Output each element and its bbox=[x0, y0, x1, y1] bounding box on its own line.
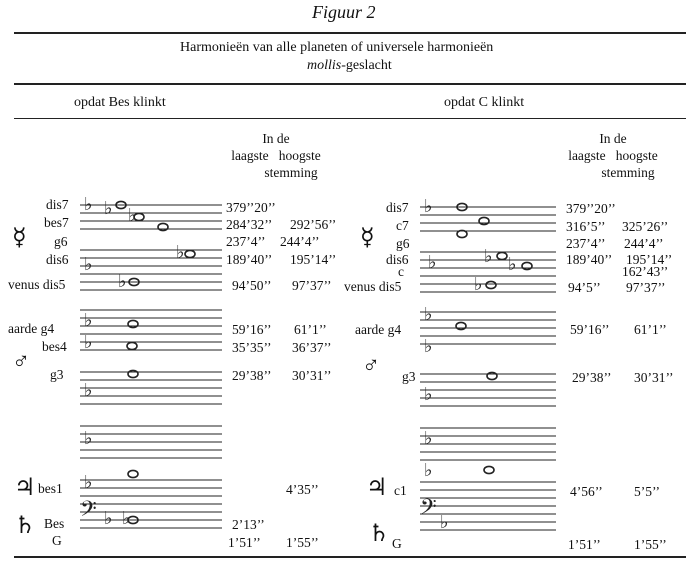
left-label-bes7: bes7 bbox=[44, 215, 69, 230]
right-label-g3: g3 bbox=[402, 369, 416, 384]
left-label-dis7: dis7 bbox=[46, 197, 69, 212]
left-label-g6: g6 bbox=[54, 234, 68, 249]
left-high-bes4: 36’37’’ bbox=[292, 340, 332, 355]
right-low-g: 1’51’’ bbox=[568, 537, 601, 552]
right-label-g: G bbox=[392, 536, 402, 551]
svg-text:♭: ♭ bbox=[508, 254, 517, 275]
left-label-g: G bbox=[52, 533, 62, 548]
left-low-g6: 237’4’’ bbox=[226, 234, 266, 249]
right-label-g6: g6 bbox=[396, 236, 410, 251]
right-high-g: 1’55’’ bbox=[634, 537, 667, 552]
right-low-c1: 4’56’’ bbox=[570, 484, 603, 499]
left-staff-lines bbox=[80, 205, 222, 528]
left-low-dis7: 379’’20’’ bbox=[226, 200, 276, 215]
left-high-g6: 244’4’’ bbox=[280, 234, 320, 249]
left-high-bes1: 4’35’’ bbox=[286, 482, 319, 497]
svg-text:♭: ♭ bbox=[128, 205, 137, 226]
right-label-venus-dis5: venus dis5 bbox=[344, 279, 402, 294]
svg-text:♭: ♭ bbox=[84, 310, 93, 331]
left-high-g3: 30’31’’ bbox=[292, 368, 332, 383]
mercury-icon-right: ☿ bbox=[360, 225, 375, 251]
svg-text:♭: ♭ bbox=[84, 332, 93, 353]
svg-text:♭: ♭ bbox=[104, 198, 113, 219]
right-low-dis6: 189’40’’ bbox=[566, 252, 613, 267]
left-high-bes7: 292’56’’ bbox=[290, 217, 337, 232]
left-low-g: 1’51’’ bbox=[228, 535, 261, 550]
svg-text:♭: ♭ bbox=[424, 428, 433, 449]
pitch-header-line2: laagste hoogste bbox=[231, 148, 321, 163]
left-low-g4: 59’16’’ bbox=[232, 322, 272, 337]
svg-text:♭: ♭ bbox=[440, 512, 449, 533]
right-column-header: opdat C klinkt bbox=[444, 95, 525, 110]
left-high-g4: 61’1’’ bbox=[294, 322, 327, 337]
geslacht-word: -geslacht bbox=[341, 58, 392, 73]
left-column-header: opdat Bes klinkt bbox=[74, 95, 166, 110]
svg-text:♭: ♭ bbox=[424, 460, 433, 481]
svg-text:♭: ♭ bbox=[424, 304, 433, 325]
svg-text:♭: ♭ bbox=[424, 336, 433, 357]
right-label-dis6: dis6 bbox=[386, 252, 409, 267]
right-high-c1: 5’5’’ bbox=[634, 484, 660, 499]
bass-clef-icon bbox=[80, 495, 437, 527]
pitch-header-line3: stemming bbox=[264, 165, 318, 180]
svg-text:♭: ♭ bbox=[104, 508, 113, 529]
right-label-c7: c7 bbox=[396, 218, 409, 233]
right-high-c: 162’43’’ bbox=[622, 264, 669, 279]
left-label-bes1: bes1 bbox=[38, 481, 63, 496]
left-low-bes4: 35’35’’ bbox=[232, 340, 272, 355]
svg-text:♭: ♭ bbox=[428, 252, 437, 273]
right-low-dis7: 379’’20’’ bbox=[566, 201, 616, 216]
mars-icon-right: ♂ bbox=[362, 353, 380, 379]
right-high-dis5: 97’37’’ bbox=[626, 280, 666, 295]
right-high-g4: 61’1’’ bbox=[634, 322, 667, 337]
jupiter-icon-right: ♃ bbox=[366, 475, 388, 501]
svg-text:♭: ♭ bbox=[84, 472, 93, 493]
right-low-dis5: 94’5’’ bbox=[568, 280, 601, 295]
svg-text:♭: ♭ bbox=[424, 384, 433, 405]
right-high-g6: 244’4’’ bbox=[624, 236, 664, 251]
left-label-g3: g3 bbox=[50, 367, 64, 382]
pitch-header-line3: stemming bbox=[601, 165, 655, 180]
right-low-g6: 237’4’’ bbox=[566, 236, 606, 251]
right-high-dis6: 195’14’’ bbox=[626, 252, 673, 267]
left-label-dis6: dis6 bbox=[46, 252, 69, 267]
table-title: Harmonieën van alle planeten of universele harmonieën bbox=[180, 40, 494, 55]
saturn-icon-right: ♄ bbox=[368, 521, 390, 547]
right-high-g3: 30’31’’ bbox=[634, 370, 674, 385]
left-low-g3: 29’38’’ bbox=[232, 368, 272, 383]
svg-text:♭: ♭ bbox=[84, 254, 93, 275]
figure-title: Figuur 2 bbox=[312, 2, 376, 22]
right-label-aarde-g4: aarde g4 bbox=[355, 322, 402, 337]
svg-text:♭: ♭ bbox=[84, 194, 93, 215]
svg-text:♭: ♭ bbox=[424, 196, 433, 217]
left-high-dis6: 195’14’’ bbox=[290, 252, 337, 267]
left-label-bes: Bes bbox=[44, 516, 65, 531]
svg-text:♭: ♭ bbox=[484, 246, 493, 267]
left-label-aarde-g4: aarde g4 bbox=[8, 321, 55, 336]
pitch-header-line1: In de bbox=[599, 131, 627, 146]
pitch-header-line1: In de bbox=[262, 131, 290, 146]
left-low-bes7: 284’32’’ bbox=[226, 217, 273, 232]
left-low-bes: 2’13’’ bbox=[232, 517, 265, 532]
saturn-icon: ♄ bbox=[14, 513, 36, 539]
svg-text:♭: ♭ bbox=[118, 271, 127, 292]
left-high-dis5: 97’37’’ bbox=[292, 278, 332, 293]
right-low-g4: 59’16’’ bbox=[570, 322, 610, 337]
pitch-header-line2: laagste hoogste bbox=[568, 148, 658, 163]
jupiter-icon: ♃ bbox=[14, 475, 36, 501]
svg-text:♭: ♭ bbox=[122, 508, 131, 529]
svg-text:𝄢: 𝄢 bbox=[420, 495, 437, 525]
mars-icon: ♂ bbox=[12, 349, 30, 375]
left-low-dis6: 189’40’’ bbox=[226, 252, 273, 267]
left-label-bes4: bes4 bbox=[42, 339, 67, 354]
right-low-g3: 29’38’’ bbox=[572, 370, 612, 385]
right-low-c7: 316’5’’ bbox=[566, 219, 606, 234]
left-low-dis5: 94’50’’ bbox=[232, 278, 272, 293]
svg-text:𝄢: 𝄢 bbox=[80, 497, 97, 527]
left-label-venus-dis5: venus dis5 bbox=[8, 277, 66, 292]
right-label-dis7: dis7 bbox=[386, 200, 409, 215]
right-high-c7: 325’26’’ bbox=[622, 219, 669, 234]
svg-text:♭: ♭ bbox=[474, 274, 483, 295]
svg-text:♭: ♭ bbox=[176, 242, 185, 263]
right-label-c: c bbox=[398, 264, 404, 279]
left-high-g: 1’55’’ bbox=[286, 535, 319, 550]
right-label-c1: c1 bbox=[394, 483, 407, 498]
svg-text:♭: ♭ bbox=[84, 380, 93, 401]
svg-text:♭: ♭ bbox=[84, 428, 93, 449]
mollis-word: mollis bbox=[307, 58, 342, 73]
mercury-icon: ☿ bbox=[12, 225, 27, 251]
